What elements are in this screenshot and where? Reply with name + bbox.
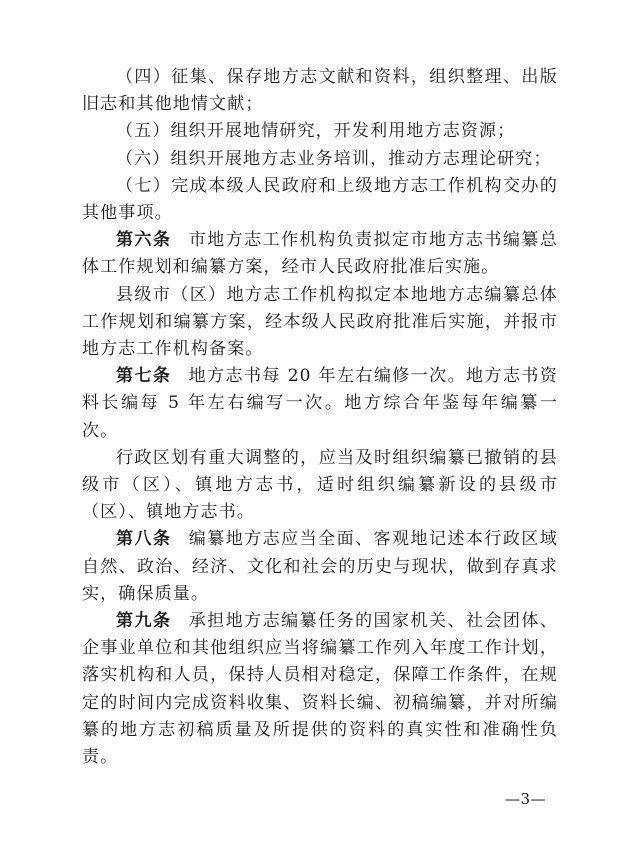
page-number: —3— bbox=[505, 790, 547, 808]
paragraph-text: 承担地方志编纂任务的国家机关、社会团体、企事业单位和其他组织应当将编纂工作列入年度工作计划，落实机构和人员，保持人员相对稳定，保障工作条件，在规定的时间内完成资料收集、资料长编、初稿编纂，并对所编纂的地方志初稿质量及所提供的资料的真实性和准确性负责。 bbox=[82, 611, 558, 768]
document-body bbox=[82, 64, 558, 771]
paragraph bbox=[82, 173, 558, 227]
paragraph-text: 行政区划有重大调整的，应当及时组织编纂已撤销的县级市（区）、镇地方志书，适时组织编纂新设的县级市（区）、镇地方志书。 bbox=[82, 447, 558, 523]
paragraph bbox=[82, 282, 558, 364]
paragraph bbox=[82, 445, 558, 527]
paragraph bbox=[82, 118, 558, 145]
paragraph-text: 县级市（区）地方志工作机构拟定本地地方志编纂总体工作规划和编纂方案，经本级人民政府批准后实施，并报市地方志工作机构备案。 bbox=[82, 284, 558, 360]
article-number: 第九条 bbox=[116, 611, 172, 632]
paragraph-text: （四）征集、保存地方志文献和资料，组织整理、出版旧志和其他地情文献； bbox=[82, 67, 558, 115]
paragraph-text: （七）完成本级人民政府和上级地方志工作机构交办的其他事项。 bbox=[82, 175, 558, 224]
paragraph bbox=[82, 146, 558, 173]
article-paragraph bbox=[82, 526, 558, 608]
article-number: 第八条 bbox=[116, 529, 172, 550]
paragraph-text: 地方志书每 20 年左右编修一次。地方志书资料长编每 5 年左右编写一次。地方综合年鉴每年编纂一次。 bbox=[82, 366, 558, 441]
paragraph bbox=[82, 64, 558, 118]
paragraph-text: （六）组织开展地方志业务培训，推动方志理论研究； bbox=[116, 148, 552, 169]
article-paragraph bbox=[82, 363, 558, 445]
article-paragraph bbox=[82, 227, 558, 281]
article-number: 第六条 bbox=[116, 230, 172, 251]
paragraph-text: 编纂地方志应当全面、客观地记述本行政区域自然、政治、经济、文化和社会的历史与现状，做到存真求实，确保质量。 bbox=[82, 529, 558, 604]
article-paragraph bbox=[82, 608, 558, 771]
article-number: 第七条 bbox=[116, 366, 172, 387]
paragraph-text: 市地方志工作机构负责拟定市地方志书编纂总体工作规划和编纂方案，经市人民政府批准后实施。 bbox=[82, 230, 558, 278]
paragraph-text: （五）组织开展地情研究，开发利用地方志资源； bbox=[116, 121, 516, 142]
